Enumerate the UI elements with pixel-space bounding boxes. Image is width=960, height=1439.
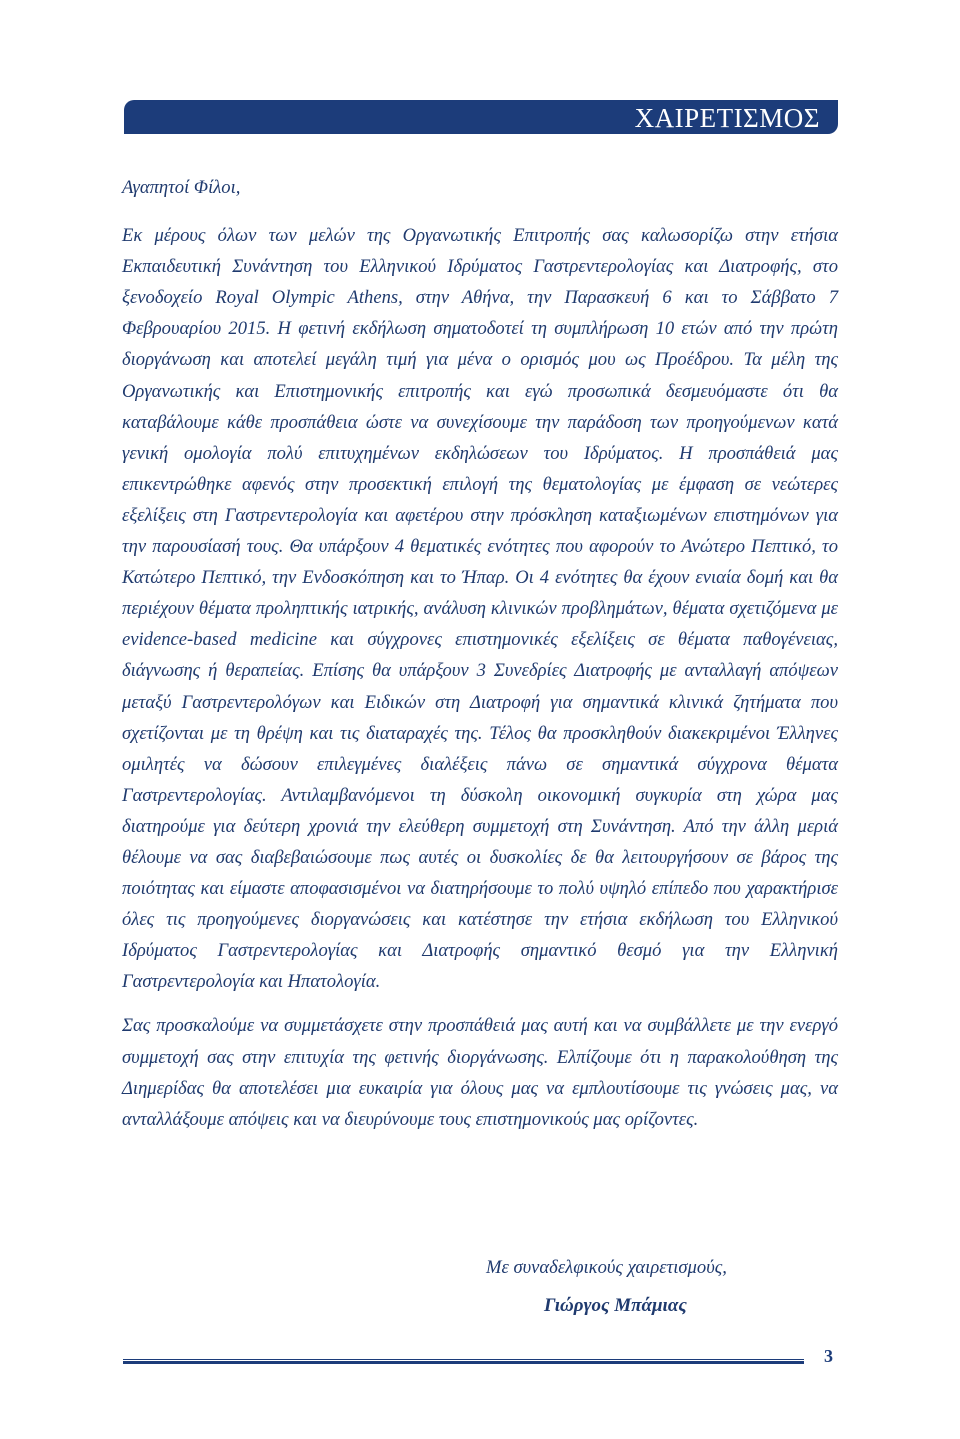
letter-greeting: Αγαπητοί Φίλοι, (122, 177, 241, 198)
footer-rule-thin (123, 1359, 804, 1360)
letter-closing: Με συναδελφικούς χαιρετισμούς, (486, 1257, 727, 1278)
letter-signature: Γιώργος Μπάμιας (544, 1295, 687, 1316)
letter-body (122, 172, 838, 1135)
footer-rule-thick (123, 1361, 804, 1364)
page-title: ΧΑΙΡΕΤΙΣΜΟΣ (634, 103, 820, 133)
letter-paragraph-2: Σας προσκαλούμε να συμμετάσχετε στην προσπάθειά μας αυτή και να συμβάλλετε με την ενεργό συμμετοχή σας στην επιτυχία της φετινής διοργάνωσης. Ελπίζουμε ότι η παρακολούθηση της Διημερίδας θα αποτελέσει μια ευκαιρία για όλους μας να εμπλουτίσουμε τις γνώσεις μας, να ανταλλάξουμε απόψεις και να διευρύνουμε τους επιστημονικούς μας ορίζοντες. (122, 1015, 838, 1130)
header-banner (124, 100, 838, 134)
page-number: 3 (824, 1346, 833, 1366)
letter-paragraph-1: Εκ μέρους όλων των μελών της Οργανωτικής Επιτροπής σας καλωσορίζω στην ετήσια Εκπαιδευτική Συνάντηση του Ελληνικού Ιδρύματος Γαστρεντερολογίας και Διατροφής, στο ξενοδοχείο Royal Olympic Athens, στην Αθήνα, την Παρασκευή 6 και το Σάββατο 7 Φεβρουαρίου 2015. Η φετινή εκδήλωση σηματοδοτεί τη συμπλήρωση 10 ετών από την πρώτη διοργάνωση και αποτελεί μεγάλη τιμή για μένα ο ορισμός μου ως Προέδρου. Τα μέλη της Οργανωτικής και Επιστημονικής επιτροπής και εγώ προσωπικά δεσμευόμαστε ότι θα καταβάλουμε κάθε προσπάθεια ώστε να συνεχίσουμε την παράδοση των προηγούμενων κατά γενική ομολογία πολύ επιτυχημένων εκδηλώσεων του Ιδρύματος. Η προσπάθειά μας επικεντρώθηκε αφενός στην προσεκτική επιλογή της θεματολογίας με έμφαση σε νεώτερες εξελίξεις στη Γαστρεντερολογία και αφετέρου στην πρόσκληση καταξιωμένων επιστημόνων για την παρουσίασή τους. Θα υπάρξουν 4 θεματικές ενότητες που αφορούν το Ανώτερο Πεπτικό, το Κατώτερο Πεπτικό, την Ενδοσκόπηση και το Ήπαρ. Οι 4 ενότητες θα έχουν ενιαία δομή και θα περιέχουν θέματα προληπτικής ιατρικής, ανάλυση κλινικών προβλημάτων, θέματα σχετιζόμενα με evidence-based medicine και σύγχρονες επιστημονικές εξελίξεις σε θέματα παθογένειας, διάγνωσης ή θεραπείας. Επίσης θα υπάρξουν 3 Συνεδρίες Διατροφής με ανταλλαγή απόψεων μεταξύ Γαστρεντερολόγων και Ειδικών στη Διατροφή για σημαντικά κλινικά ζητήματα που σχετίζονται με τη θρέψη και τις διαταραχές της. Τέλος θα προσκληθούν διακεκριμένοι Έλληνες ομιλητές να δώσουν επιλεγμένες διαλέξεις πάνω σε σημαντικά σύγχρονα θέματα Γαστρεντερολογίας. Αντιλαμβανόμενοι τη δύσκολη οικονομική συγκυρία στη χώρα μας διατηρούμε για δεύτερη χρονιά την ελεύθερη συμμετοχή στη Συνάντηση. Από την άλλη μεριά θέλουμε να σας διαβεβαιώσουμε πως αυτές οι δυσκολίες δε θα λειτουργήσουν σε βάρος της ποιότητας και είμαστε αποφασισμένοι να διατηρήσουμε το πολύ υψηλό επίπεδο που χαρακτήρισε όλες τις προηγούμενες διοργανώσεις και κατέστησε την ετήσια εκδήλωση του Ελληνικού Ιδρύματος Γαστρεντερολογίας και Διατροφής σημαντικό θεσμό για την Ελληνική Γαστρεντερολογία και Ηπατολογία. (122, 225, 838, 993)
